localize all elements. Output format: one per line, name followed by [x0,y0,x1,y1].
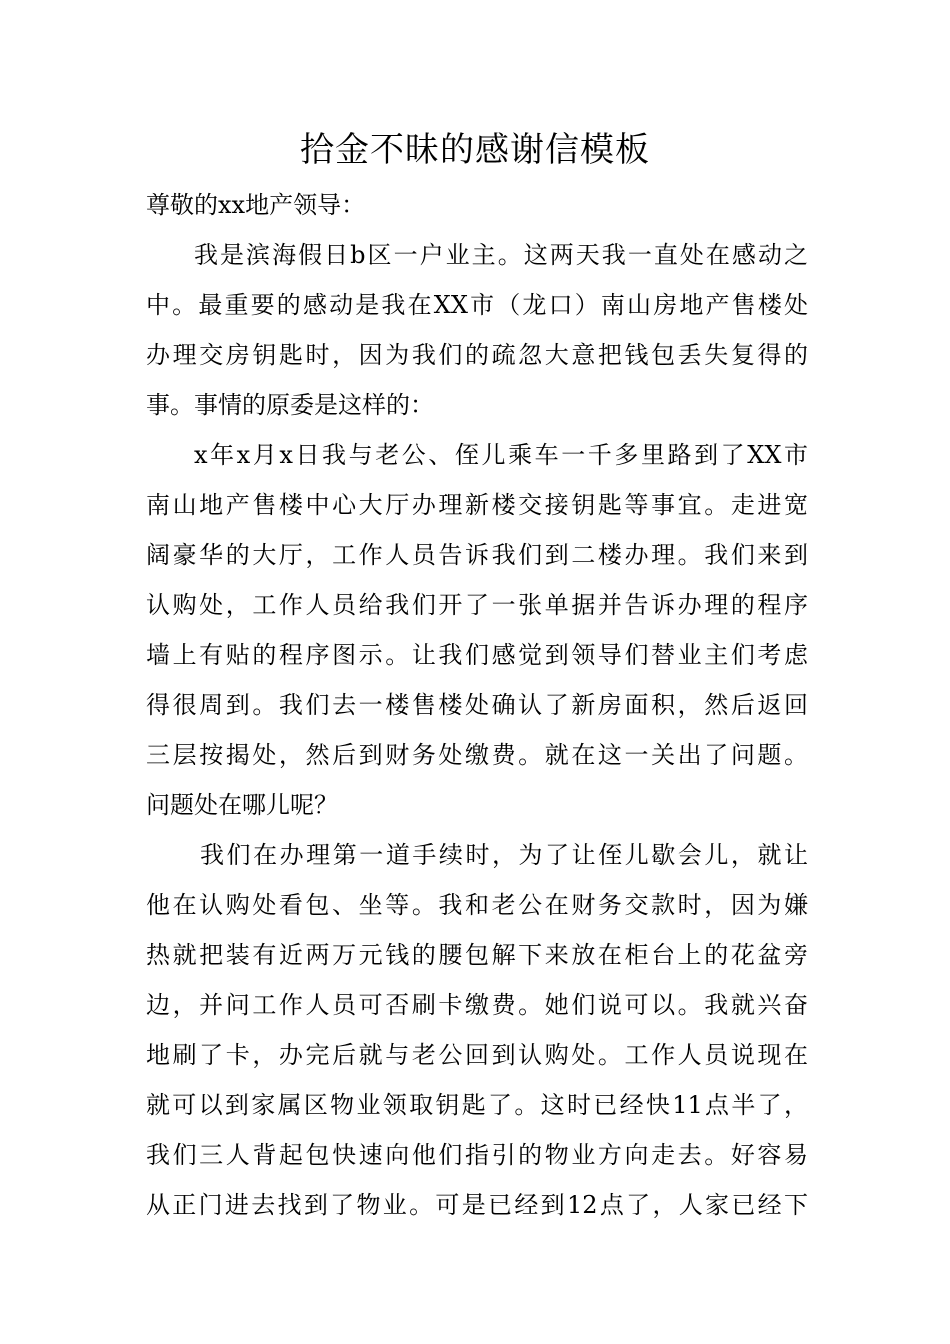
paragraph-line: 从正门进去找到了物业。可是已经到12点了，人家已经下 [146,1191,808,1219]
paragraph-line: 我是滨海假日b区一户业主。这两天我一直处在感动之 [194,241,808,269]
paragraph-line: 事。事情的原委是这样的： [146,391,434,419]
paragraph-line: 边，并问工作人员可否刷卡缴费。她们说可以。我就兴奋 [146,991,808,1019]
document-title: 拾金不昧的感谢信模板 [300,130,650,170]
paragraph-line: 南山地产售楼中心大厅办理新楼交接钥匙等事宜。走进宽 [146,491,808,519]
paragraph-line: 中。最重要的感动是我在XX市（龙口）南山房地产售楼处 [146,291,808,319]
paragraph-line: 他在认购处看包、坐等。我和老公在财务交款时，因为嫌 [146,891,808,919]
paragraph-line: 得很周到。我们去一楼售楼处确认了新房面积，然后返回 [146,691,808,719]
paragraph-line: 我们在办理第一道手续时，为了让侄儿歇会儿，就让 [200,841,808,869]
paragraph-line: 问题处在哪儿呢？ [146,791,338,819]
paragraph-line: 阔豪华的大厅，工作人员告诉我们到二楼办理。我们来到 [146,541,808,569]
document-body [146,180,808,1230]
paragraph-line: 热就把装有近两万元钱的腰包解下来放在柜台上的花盆旁 [146,941,808,969]
paragraph-line: 地刷了卡，办完后就与老公回到认购处。工作人员说现在 [146,1041,808,1069]
paragraph-line: 就可以到家属区物业领取钥匙了。这时已经快11点半了， [146,1091,808,1119]
paragraph-line: 墙上有贴的程序图示。让我们感觉到领导们替业主们考虑 [146,641,808,669]
salutation-line: 尊敬的xx地产领导： [146,191,366,219]
paragraph-line: 三层按揭处，然后到财务处缴费。就在这一关出了问题。 [146,741,808,769]
paragraph-line: 认购处，工作人员给我们开了一张单据并告诉办理的程序 [146,591,808,619]
paragraph-line: x年x月x日我与老公、侄儿乘车一千多里路到了XX市 [194,441,808,469]
paragraph-line: 我们三人背起包快速向他们指引的物业方向走去。好容易 [146,1141,808,1169]
paragraph-line: 办理交房钥匙时，因为我们的疏忽大意把钱包丢失复得的 [146,341,808,369]
